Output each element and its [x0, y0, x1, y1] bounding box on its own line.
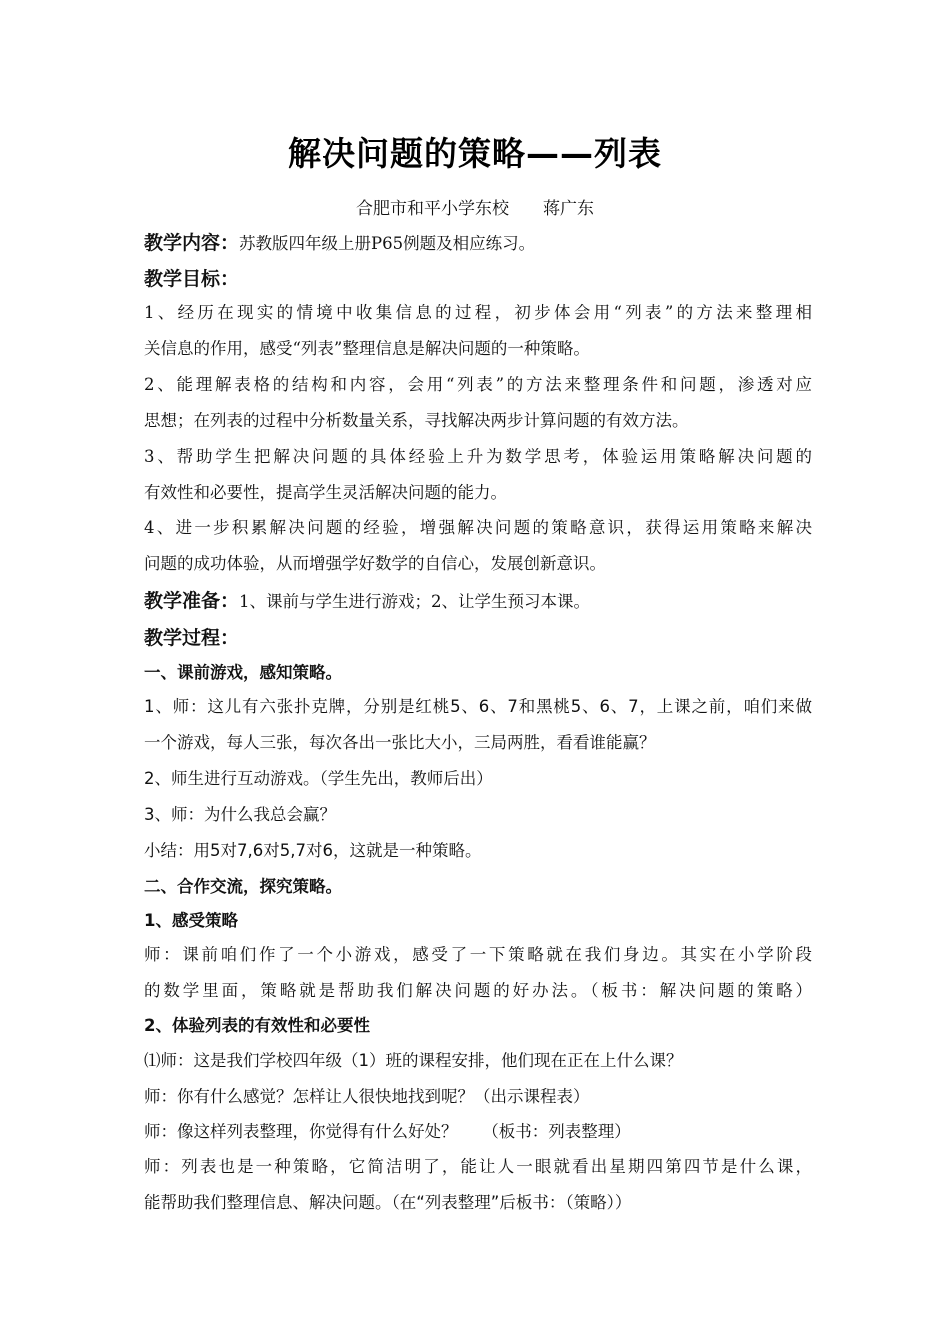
author-line: 合肥市和平小学东校 蒋广东	[356, 199, 594, 219]
section2-sub2-line: 师：你有什么感觉？怎样让人很快地找到呢？（出示课程表）	[144, 1087, 590, 1106]
goals-heading: 教学目标：	[144, 268, 240, 290]
teaching-prep-text: 1、课前与学生进行游戏；2、让学生预习本课。	[239, 592, 591, 611]
section2-sub2-line: 能帮助我们整理信息、解决问题。（在“列表整理”后板书：（策略））	[144, 1193, 632, 1212]
teaching-content-line	[144, 232, 812, 255]
goal-line: 问题的成功体验，从而增强学好数学的自信心，发展创新意识。	[144, 554, 606, 573]
section2-sub2-line: 师：列表也是一种策略，它简洁明了，能让人一眼就看出星期四第四节是什么课，	[144, 1157, 812, 1176]
goal-line: 3、帮助学生把解决问题的具体经验上升为数学思考，体验运用策略解决问题的	[144, 447, 812, 466]
section2-sub1-line: 的数学里面，策略就是帮助我们解决问题的好办法。（板书：解决问题的策略）	[144, 981, 812, 1000]
teaching-prep-line	[144, 590, 812, 613]
goal-line: 思想；在列表的过程中分析数量关系，寻找解决两步计算问题的有效方法。	[144, 411, 689, 430]
section2-heading: 二、合作交流，探究策略。	[144, 877, 342, 896]
section1-line: 3、师：为什么我总会赢？	[144, 805, 336, 824]
teaching-prep-label: 教学准备：	[144, 590, 240, 612]
goal-line: 1、经历在现实的情境中收集信息的过程，初步体会用“列表”的方法来整理相	[144, 303, 812, 322]
teaching-content-label: 教学内容：	[144, 232, 240, 254]
process-heading: 教学过程：	[144, 627, 240, 649]
goal-line: 关信息的作用，感受“列表”整理信息是解决问题的一种策略。	[144, 339, 590, 358]
section1-heading: 一、课前游戏，感知策略。	[144, 663, 342, 682]
page-title: 解决问题的策略——列表	[288, 134, 662, 173]
goal-line: 2、能理解表格的结构和内容，会用“列表”的方法来整理条件和问题，渗透对应	[144, 375, 812, 394]
goal-line: 4、进一步积累解决问题的经验，增强解决问题的策略意识，获得运用策略来解决	[144, 518, 812, 537]
section1-line: 2、师生进行互动游戏。（学生先出，教师后出）	[144, 769, 493, 788]
teaching-content-text: 苏教版四年级上册P65例题及相应练习。	[239, 234, 536, 253]
section1-line: 1、师：这儿有六张扑克牌，分别是红桃5、6、7和黑桃5、6、7，上课之前，咱们来做	[144, 697, 812, 716]
section2-sub1-line: 师：课前咱们作了一个小游戏，感受了一下策略就在我们身边。其实在小学阶段	[144, 945, 812, 964]
section2-sub2-line: 师：像这样列表整理，你觉得有什么好处？ （板书：列表整理）	[144, 1122, 631, 1141]
section2-sub2-heading: 2、体验列表的有效性和必要性	[144, 1016, 370, 1035]
goal-line: 有效性和必要性，提高学生灵活解决问题的能力。	[144, 483, 507, 502]
section2-sub1-heading: 1、感受策略	[144, 911, 238, 930]
section1-line: 一个游戏，每人三张，每次各出一张比大小，三局两胜，看看谁能赢？	[144, 733, 656, 752]
section2-sub2-line: ⑴师：这是我们学校四年级（1）班的课程安排，他们现在正在上什么课？	[144, 1051, 683, 1070]
section1-line: 小结：用5对7,6对5,7对6，这就是一种策略。	[144, 841, 482, 860]
